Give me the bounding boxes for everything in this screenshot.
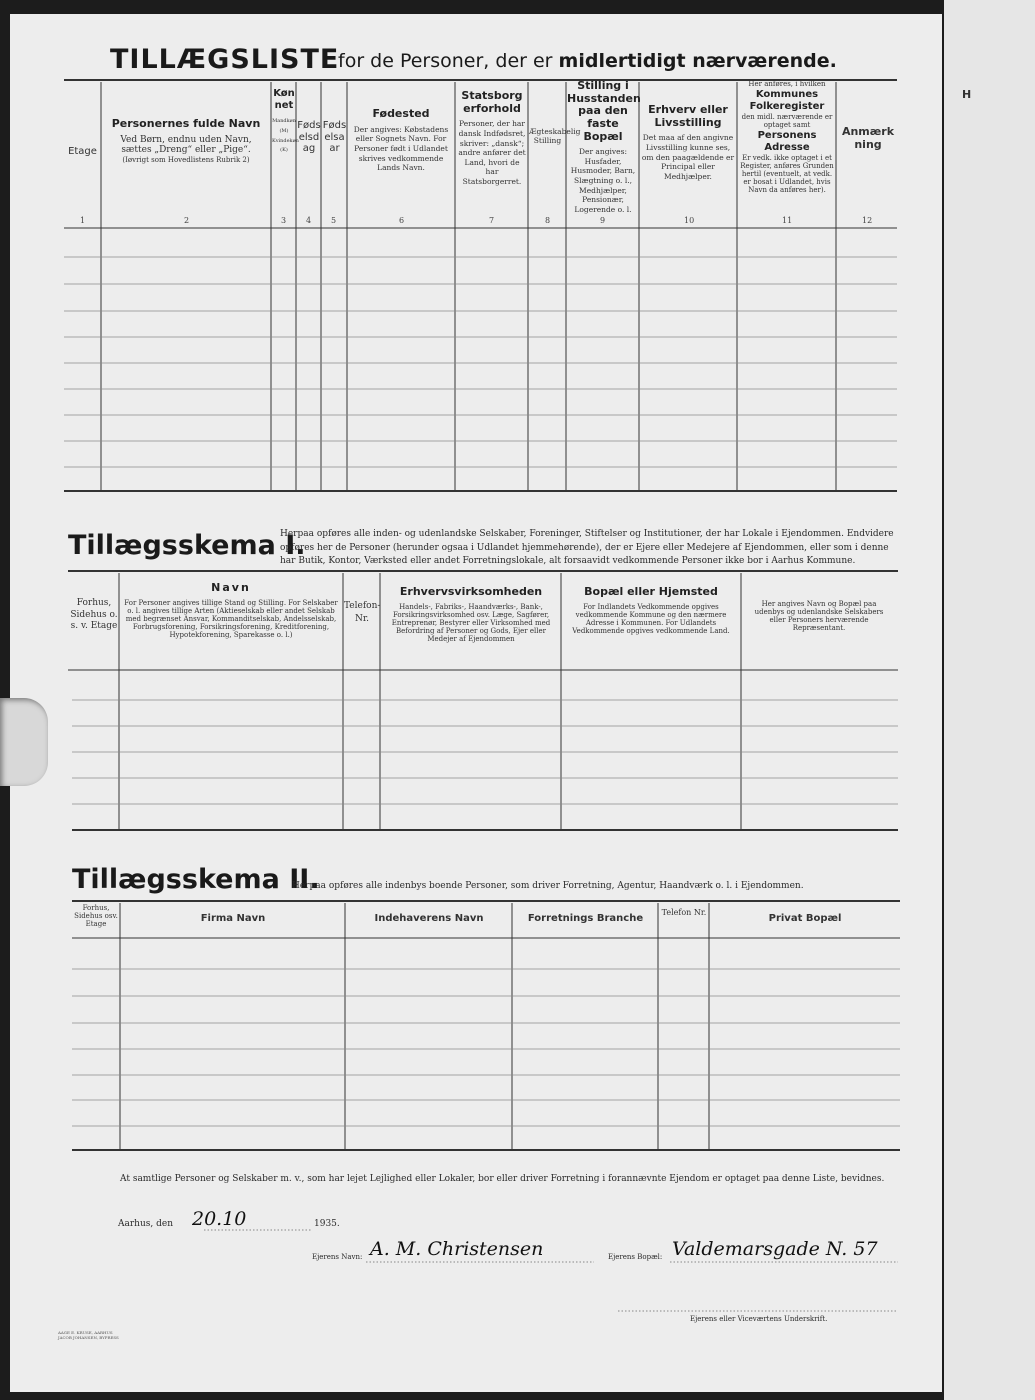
col-number: 11 [782, 216, 793, 225]
col-household-header: Stilling i Husstanden paa den faste Bopæl Der angives: Husfader, Husmoder, Barn, Slægtning o. l., Medhjælper, Pensionær, Logerende o. l. [567, 79, 641, 214]
col-occupation-header: Erhverv eller Livsstilling Det maa af den angivne Livsstilling kunne ses, om den paagældende er Principal eller Medhjælper. [641, 103, 735, 181]
col-number: 9 [600, 216, 606, 225]
schema2-col-floor-header: Forhus, Sidehus osv. Etage [74, 904, 118, 929]
schema1-col-representative-header: Her angives Navn og Bopæl paa udenbys og udenlandske Selskabers eller Personers herværende Repræsentant. [754, 600, 884, 633]
col-birthday-header: Fødselsdag [297, 120, 321, 154]
page-title: TILLÆGSLISTE [110, 44, 340, 75]
col-number: 1 [80, 216, 86, 225]
schema1-col-address-header: Bopæl eller Hjemsted For Indlandets Vedkommende opgives vedkommende Kommune og den nærmere Adresse i Kommunen. For Udlandets Vedkommende opgives vedkommende Land. [572, 585, 730, 635]
schema2-col-private-address-header: Privat Bopæl [768, 913, 842, 924]
col-number: 4 [306, 216, 312, 225]
schema2-col-branch-header: Forretnings Branche [527, 913, 644, 924]
page-subtitle: for de Personer, der er midlertidigt nærværende. [338, 50, 837, 72]
col-gender-header: Kønnet Mandkøn (M) Kvindekøn (K) [272, 88, 299, 154]
signature-label: Ejerens eller Viceværtens Underskrift. [690, 1315, 828, 1323]
col-citizenship-header: Statsborgerforhold Personer, der har dansk Indfødsret, skriver: „dansk“; andre anfører det Land, hvori de har Statsborgerret. [458, 89, 526, 187]
col-number: 5 [331, 216, 337, 225]
col-number: 6 [399, 216, 405, 225]
printer-mark: AAGE E. KRUSE, AARHUS JACOB JOHANSEN, BYPRESS [58, 1330, 119, 1340]
schema2-intro: Herpaa opføres alle indenbys boende Personer, som driver Forretning, Agentur, Haandværk o. l. i Ejendommen. [292, 881, 804, 891]
facing-page-letter: H [962, 88, 972, 101]
schema1-col-phone-header: Telefon-Nr. [344, 601, 381, 624]
place-label: Aarhus, den [118, 1219, 173, 1229]
schema1-col-floor-header: Forhus, Sidehus o. s. v. Etage [70, 598, 118, 632]
date-handwritten: 20.10 [192, 1208, 247, 1230]
col-number: 7 [489, 216, 495, 225]
owner-name-handwritten: A. M. Christensen [370, 1238, 544, 1260]
owner-name-label: Ejerens Navn: [312, 1253, 363, 1261]
owner-address-handwritten: Valdemarsgade N. 57 [672, 1238, 878, 1260]
col-remarks-header: Anmærkning [841, 125, 895, 151]
schema1-title: Tillægsskema I. [68, 530, 306, 561]
year-label: 1935. [314, 1219, 340, 1229]
owner-address-label: Ejerens Bopæl: [608, 1253, 663, 1261]
schema2-col-owner-header: Indehaverens Navn [374, 913, 484, 924]
col-name-header: Personernes fulde Navn Ved Børn, endnu uden Navn, sættes „Dreng“ eller „Pige“. (Iøvrigt som Hovedlistens Rubrik 2) [111, 117, 261, 165]
schema1-col-name-header: Navn For Personer angives tillige Stand og Stilling. For Selskaber o. l. angives tillige Arten (Aktieselskab eller andet Selskab med begrænset Ansvar, Kommanditselskab, Andelsselskab, Forbrugsforening, Forsikringsforening, Kreditforening, Hypotekforening, Sparekasse o. l.) [124, 581, 338, 639]
col-birthplace-header: Fødested Der angives: Købstadens eller Sognets Navn. For Personer født i Udlandet skrives vedkommende Lands Navn. [353, 107, 449, 173]
col-number: 2 [184, 216, 190, 225]
col-birthyear-header: Fødselsaar [322, 120, 347, 154]
col-number: 10 [684, 216, 695, 225]
col-registry-header: Her anføres, i hvilken Kommunes Folkeregister den midl. nærværende er optaget samt Personens Adresse Er vedk. ikke optaget i et Register, anføres Grunden hertil (eventuelt, at vedk. er bosat i Udlandet, hvis Navn da anføres her). [740, 80, 834, 195]
col-etage-header: Etage [68, 146, 97, 157]
col-number: 8 [545, 216, 551, 225]
col-marital-header: Ægteskabelig Stilling [529, 127, 581, 145]
schema1-col-business-header: Erhvervsvirksomheden Handels-, Fabriks-, Haandværks-, Bank-, Forsikringsvirksomhed osv. Læge, Sagfører, Entreprenør, Bestyrer eller Virksomhed med Befordring af Personer og Gods, Ejer eller Medejer af Ejendommen [391, 585, 551, 643]
col-number: 12 [862, 216, 873, 225]
schema1-intro: Herpaa opføres alle inden- og udenlandske Selskaber, Foreninger, Stiftelser og Institutioner, der har Lokale i Ejendommen. Endvidere opføres her de Personer (herunder ogsaa i Udlandet hjemmehørende), der er Ejere eller Medejere af Ejendommen, eller som i denne har Butik, Kontor, Værksted eller andet Forretningslokale, alt forsaavidt vedkommende Personer ikke bor i Aarhus Kommune. [280, 529, 894, 566]
schema2-col-firm-header: Firma Navn [200, 913, 266, 924]
schema2-title: Tillægsskema II. [72, 864, 320, 895]
schema2-col-phone-header: Telefon Nr. [661, 908, 707, 917]
declaration-text: At samtlige Personer og Selskaber m. v., som har lejet Lejlighed eller Lokaler, bor eller driver Forretning i forannævnte Ejendom er optaget paa denne Liste, bevidnes. [120, 1174, 885, 1184]
col-number: 3 [281, 216, 287, 225]
